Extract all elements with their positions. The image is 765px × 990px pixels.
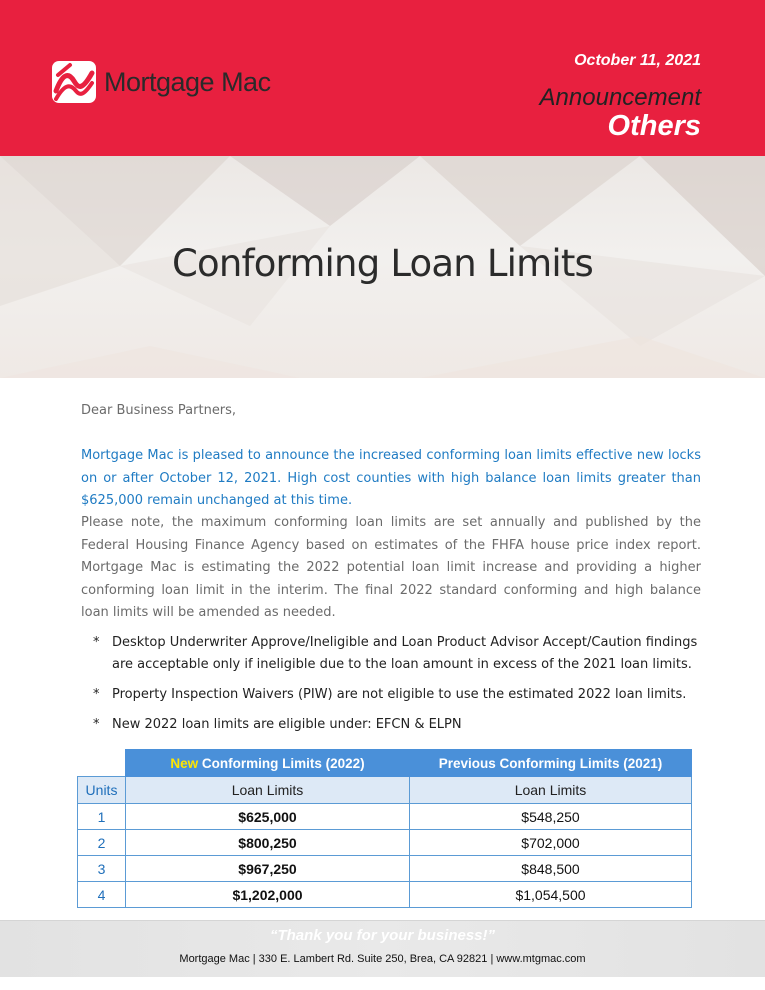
units-header: Units [78,777,126,804]
new-limit-cell: $625,000 [126,804,410,830]
bullet-marker: * [93,635,100,650]
bullet-marker: * [93,717,100,732]
table-row [78,830,692,856]
table-row [78,882,692,908]
list-item [93,684,713,706]
previous-limit-cell: $548,250 [410,804,692,830]
footer-thank-you: “Thank you for your business!” [269,927,496,944]
bullet-marker: * [93,687,100,702]
loan-limits-new-header: Loan Limits [126,777,410,804]
list-item-text: Desktop Underwriter Approve/Ineligible and Loan Product Advisor Accept/Caution findings are acceptable only if ineligible due to the loan amount in excess of the 2021 loan limits. [112,635,698,672]
loan-limits-previous-header: Loan Limits [410,777,692,804]
announcement-label: Announcement [539,84,701,111]
list-item-text: New 2022 loan limits are eligible under: EFCN & ELPN [112,717,462,732]
loan-limits-table [77,749,692,908]
header-new-limits [126,750,410,777]
table-corner [78,750,126,777]
previous-limit-cell: $1,054,500 [410,882,692,908]
mortgage-mac-logo-icon [52,61,96,103]
note-paragraph: Please note, the maximum conforming loan limits are set annually and published by the Federal Housing Finance Agency based on estimates of the FHFA house price index report. Mortgage Mac is estimating the 2022 potential loan limit increase and providing a higher conforming loan limit in the interim. The final 2022 standard conforming and high balance loan limits will be amended as needed. [81,515,701,621]
bullet-list [93,632,713,744]
new-limit-cell: $1,202,000 [126,882,410,908]
announcement-category: Others [607,110,701,142]
units-cell: 2 [78,830,126,856]
announcement-date: October 11, 2021 [574,52,701,69]
header-new-rest: Conforming Limits (2022) [198,755,365,771]
list-item-text: Property Inspection Waivers (PIW) are not eligible to use the estimated 2022 loan limits. [112,687,687,702]
footer-address: Mortgage Mac | 330 E. Lambert Rd. Suite 250, Brea, CA 92821 | www.mtgmac.com [179,953,586,965]
intro-paragraph: Mortgage Mac is pleased to announce the increased conforming loan limits effective new locks on or after October 12, 2021. High cost counties with high balance loan limits greater than $625,000 remain unchanged at this time. [81,448,701,509]
greeting: Dear Business Partners, [81,403,237,418]
list-item [93,714,713,736]
company-logo [52,60,271,104]
table-row [78,804,692,830]
table-row [78,856,692,882]
new-limit-cell: $967,250 [126,856,410,882]
page-title: Conforming Loan Limits [171,242,594,285]
header-new-word: New [170,755,199,771]
title-banner [0,156,765,378]
header-band [0,0,765,156]
brand-name: Mortgage Mac [104,66,271,97]
previous-limit-cell: $702,000 [410,830,692,856]
table-subheader-row [78,777,692,804]
units-cell: 1 [78,804,126,830]
units-cell: 4 [78,882,126,908]
footer [0,920,765,977]
new-limit-cell: $800,250 [126,830,410,856]
units-cell: 3 [78,856,126,882]
list-item [93,632,713,676]
table-header-row [78,750,692,777]
header-previous-limits: Previous Conforming Limits (2021) [410,750,692,777]
previous-limit-cell: $848,500 [410,856,692,882]
